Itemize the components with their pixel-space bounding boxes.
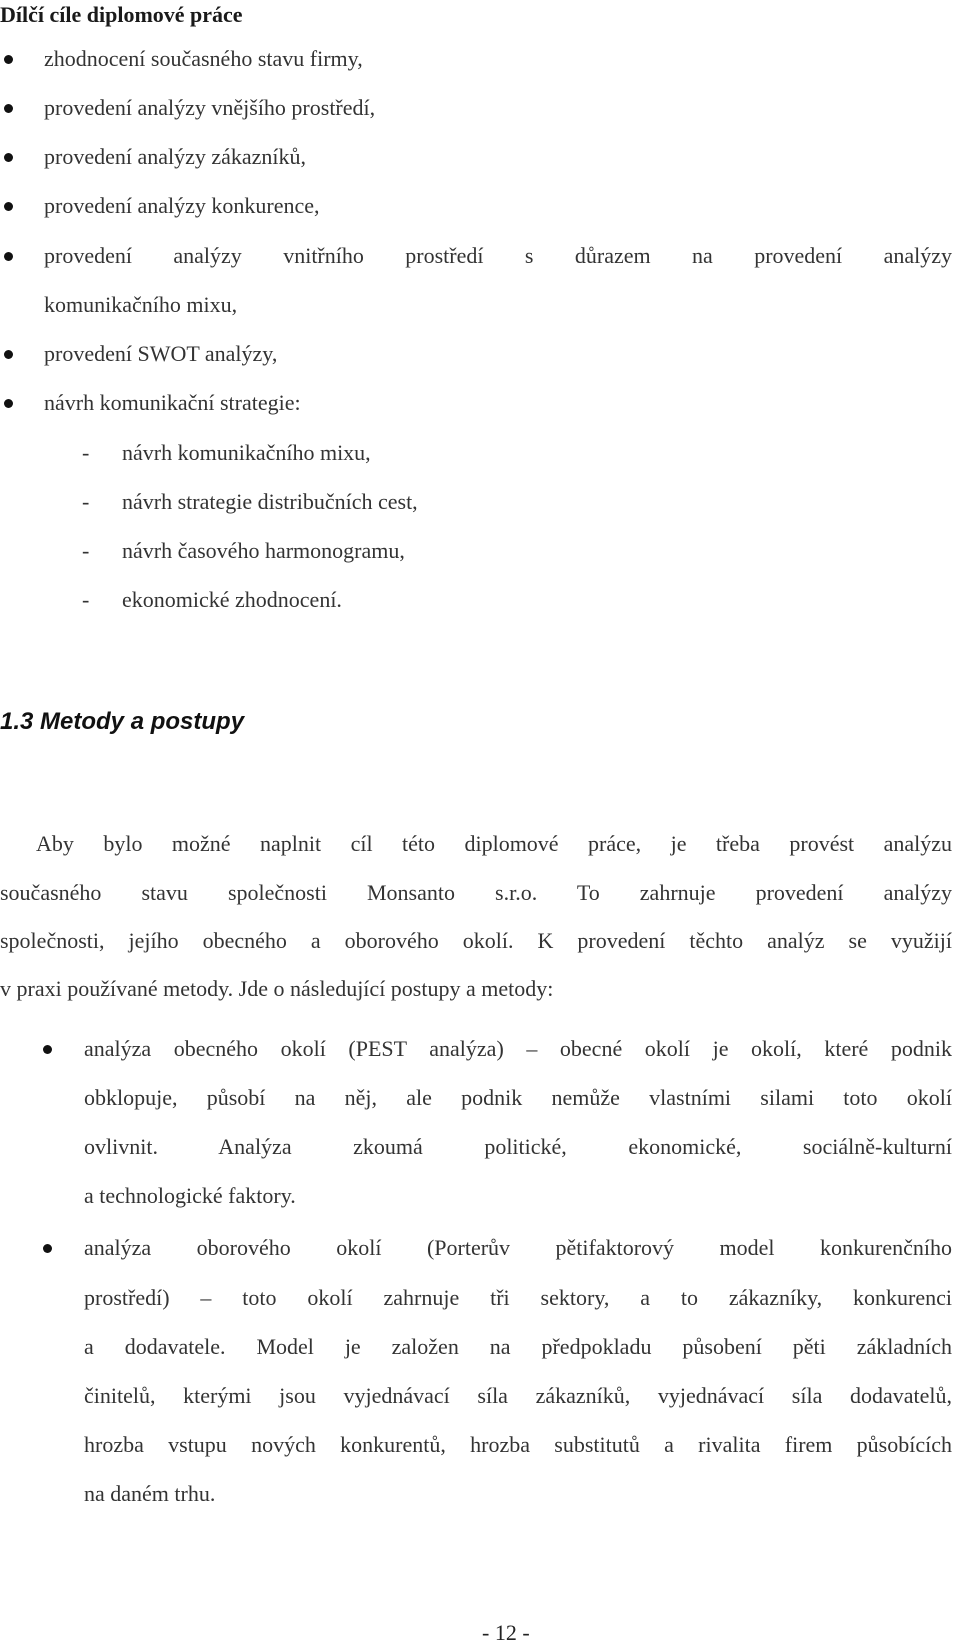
sub-list-item: návrh časového harmonogramu, xyxy=(122,538,405,563)
sub-list-item: ekonomické zhodnocení. xyxy=(122,587,342,612)
sub-list-item: návrh strategie distribučních cest, xyxy=(122,489,418,514)
bullet-icon xyxy=(4,153,13,162)
paragraph-line: současného stavu společnosti Monsanto s.r.o. To zahrnuje provedení analýzy xyxy=(0,880,952,905)
method-line: prostředí) – toto okolí zahrnuje tři sektory, a to zákazníky, konkurenci xyxy=(84,1285,952,1310)
section-heading: Dílčí cíle diplomové práce xyxy=(0,2,243,27)
list-item: provedení analýzy vnějšího prostředí, xyxy=(44,95,376,120)
method-line: na daném trhu. xyxy=(84,1481,216,1506)
dash-icon: - xyxy=(82,538,90,563)
method-line: činitelů, kterými jsou vyjednávací síla zákazníků, vyjednávací síla dodavatelů, xyxy=(84,1383,952,1408)
list-item: zhodnocení současného stavu firmy, xyxy=(44,46,363,71)
bullet-icon xyxy=(43,1045,52,1054)
paragraph-line: Aby bylo možné naplnit cíl této diplomové práce, je třeba provést analýzu xyxy=(36,831,952,856)
dash-icon: - xyxy=(82,489,90,514)
list-item: návrh komunikační strategie: xyxy=(44,390,301,415)
page-number: - 12 - xyxy=(482,1620,530,1645)
list-item: provedení analýzy zákazníků, xyxy=(44,144,307,169)
dash-icon: - xyxy=(82,587,90,612)
method-line: a dodavatele. Model je založen na předpokladu působení pěti základních xyxy=(84,1334,952,1359)
method-line: ovlivnit. Analýza zkoumá politické, ekonomické, sociálně-kulturní xyxy=(84,1134,952,1159)
paragraph-line: společnosti, jejího obecného a oborového okolí. K provedení těchto analýz se využijí xyxy=(0,928,952,953)
bullet-icon xyxy=(4,399,13,408)
bullet-icon xyxy=(4,104,13,113)
method-line: analýza oborového okolí (Porterův pětifaktorový model konkurenčního xyxy=(84,1235,952,1260)
bullet-icon xyxy=(4,202,13,211)
section-title: 1.3 Metody a postupy xyxy=(0,708,245,735)
list-item: provedení SWOT analýzy, xyxy=(44,341,278,366)
method-line: hrozba vstupu nových konkurentů, hrozba substitutů a rivalita firem působících xyxy=(84,1432,952,1457)
bullet-icon xyxy=(4,55,13,64)
list-item: provedení analýzy vnitřního prostředí s důrazem na provedení analýzy xyxy=(44,243,952,268)
bullet-icon xyxy=(4,252,13,261)
list-item-continuation: komunikačního mixu, xyxy=(44,292,238,317)
bullet-icon xyxy=(43,1244,52,1253)
method-line: analýza obecného okolí (PEST analýza) – obecné okolí je okolí, které podnik xyxy=(84,1036,952,1061)
paragraph-line: v praxi používané metody. Jde o následující postupy a metody: xyxy=(0,976,554,1001)
sub-list-item: návrh komunikačního mixu, xyxy=(122,440,371,465)
method-line: obklopuje, působí na něj, ale podnik nemůže vlastními silami toto okolí xyxy=(84,1085,952,1110)
bullet-icon xyxy=(4,350,13,359)
list-item: provedení analýzy konkurence, xyxy=(44,193,320,218)
dash-icon: - xyxy=(82,440,90,465)
method-line: a technologické faktory. xyxy=(84,1183,296,1208)
